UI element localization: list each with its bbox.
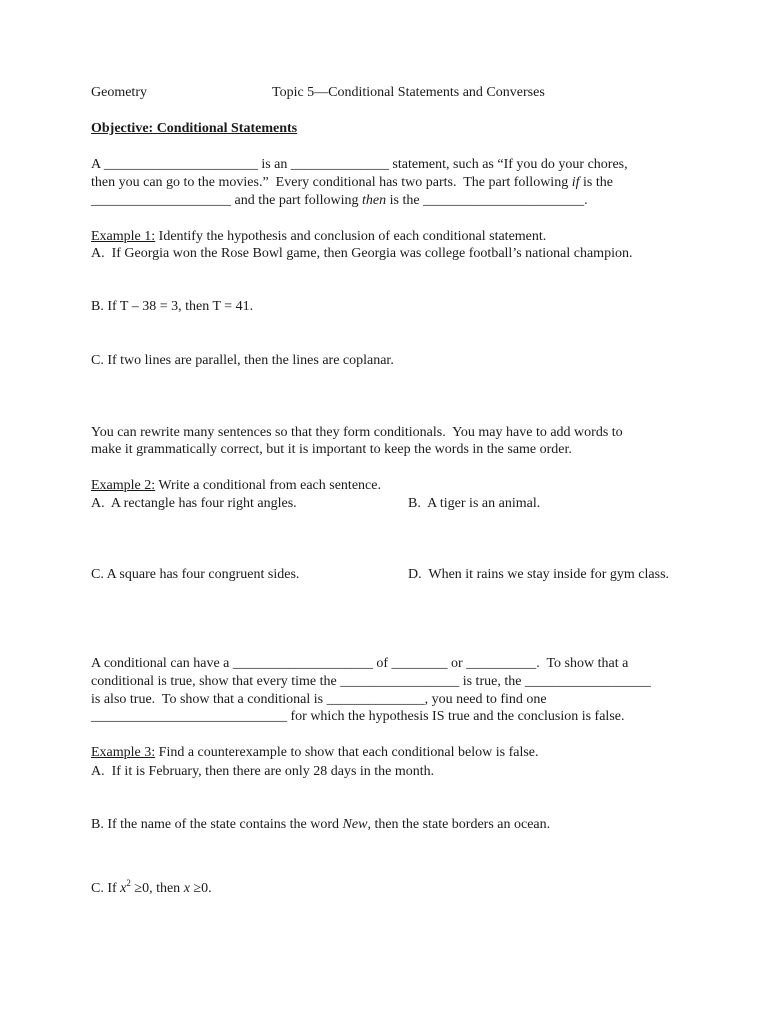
math-relation: ≥0 [189,881,209,896]
if-keyword: if [571,175,580,190]
math-variable: x [120,881,127,896]
example-1-item-c: C. If two lines are parallel, then the lines are coplanar. [91,353,394,368]
new-word: New [342,817,368,832]
math-exponent: 2 [126,878,131,888]
item-text: . [208,881,212,896]
intro-text: is the _______________________. [386,193,588,208]
intro-line-2 [91,174,613,192]
example-3-item-c [91,874,212,898]
example-label: Example 1: [91,229,156,244]
example-instruction: Identify the hypothesis and conclusion of each conditional statement. [155,229,547,244]
item-text: C. If [91,881,121,896]
intro-text: then you can go to the movies.” Every conditional has two parts. The part following [91,175,572,190]
intro-text: ____________________ and the part following [91,193,363,208]
intro-text: is the [579,175,613,190]
intro-line-3 [91,192,588,210]
then-keyword: then [362,193,387,208]
rewrite-line-2: make it grammatically correct, but it is important to keep the words in the same order. [91,442,572,457]
objective-heading: Objective: Conditional Statements [91,121,298,136]
example-3-heading [91,744,539,762]
example-2-item-d: D. When it rains we stay inside for gym class. [408,567,670,582]
example-3-item-b [91,816,550,834]
math-relation: ≥0 [130,881,150,896]
example-2-item-b: B. A tiger is an animal. [408,496,541,511]
example-2-item-c: C. A square has four congruent sides. [91,567,300,582]
item-text: B. If the name of the state contains the word [91,817,343,832]
example-instruction: Find a counterexample to show that each conditional below is false. [155,745,539,760]
example-label: Example 2: [91,478,156,493]
example-1-item-b: B. If T – 38 = 3, then T = 41. [91,299,254,314]
example-1-heading [91,228,546,246]
rewrite-line-1: You can rewrite many sentences so that they form conditionals. You may have to add words to [91,425,623,440]
topic-title: Topic 5—Conditional Statements and Converses [272,85,545,100]
example-instruction: Write a conditional from each sentence. [155,478,381,493]
example-2-heading [91,477,381,495]
subject-title: Geometry [91,85,147,100]
intro-line-1: A ______________________ is an ______________ statement, such as “If you do your chores, [91,157,628,172]
math-variable: x [183,881,190,896]
truth-line-2: conditional is true, show that every time the _________________ is true, the __________________ [91,674,651,689]
truth-line-3: is also true. To show that a conditional is ______________, you need to find one [91,692,547,707]
example-3-item-a: A. If it is February, then there are only 28 days in the month. [91,764,435,779]
example-1-item-a: A. If Georgia won the Rose Bowl game, then Georgia was college football’s national champion. [91,246,633,261]
truth-line-4: ____________________________ for which the hypothesis IS true and the conclusion is false. [91,709,625,724]
truth-line-1: A conditional can have a ____________________ of ________ or __________. To show that a [91,656,629,671]
item-text: , then the state borders an ocean. [367,817,551,832]
example-label: Example 3: [91,745,156,760]
item-text: , then [149,881,184,896]
example-2-item-a: A. A rectangle has four right angles. [91,496,297,511]
